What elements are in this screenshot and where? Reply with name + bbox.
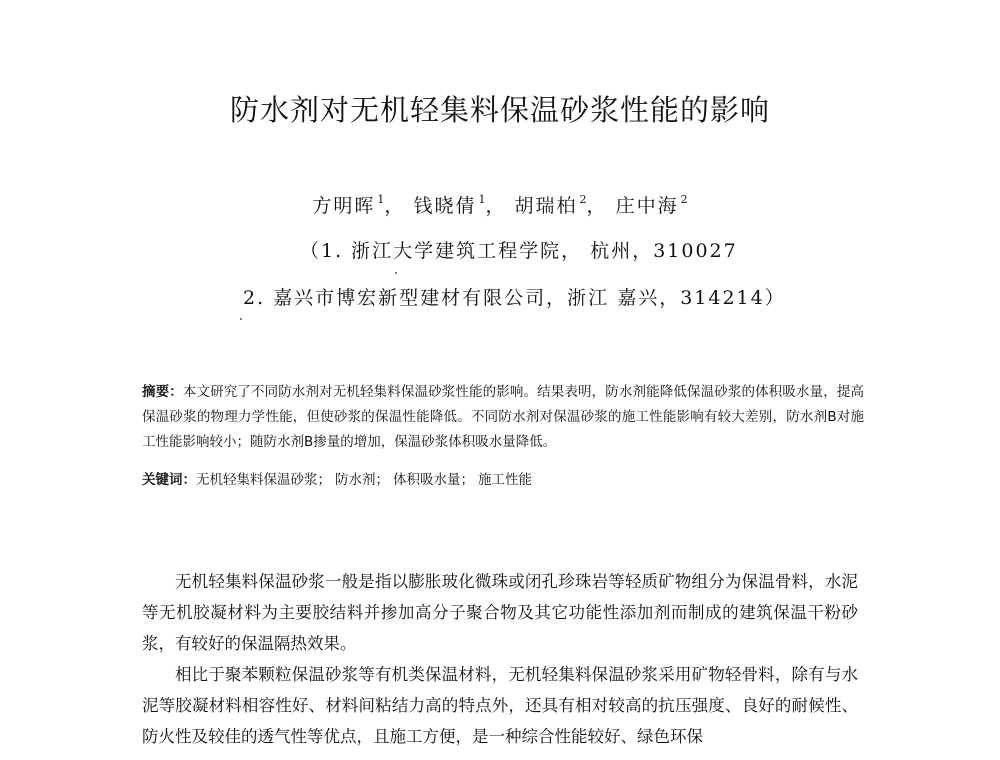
abstract-text: 本文研究了不同防水剂对无机轻集料保温砂浆性能的影响。结果表明，防水剂能降低保温砂浆的体积吸水量，提高保温砂浆的物理力学性能，但使砂浆的保温性能降低。不同防水剂对保温砂浆的施工性能影响有较大差别，防水剂B对施工性能影响较小；随防水剂B掺量的增加，保温砂浆体积吸水量降低。 (142, 384, 864, 450)
author-list (0, 191, 1000, 218)
author-separator: ， (485, 195, 507, 217)
body-paragraph: 相比于聚苯颗粒保温砂浆等有机类保温材料，无机轻集料保温砂浆采用矿物轻骨料，除有与水泥等胶凝材料相容性好、材料间粘结力高的特点外，还具有相对较高的抗压强度、良好的耐候性、防火性及较佳的透气性等优点，且施工方便，是一种综合性能较好、绿色环保 (142, 665, 858, 746)
keyword: 无机轻集料保温砂浆； (196, 472, 331, 488)
keyword: 防水剂； (335, 472, 389, 488)
author-affiliation-marker: 1 (377, 193, 385, 206)
author-name: 钱晓倩 (413, 195, 477, 217)
abstract (142, 380, 864, 455)
scan-speck (240, 318, 242, 320)
author-affiliation-marker: 1 (478, 193, 486, 206)
keyword: 施工性能 (478, 472, 532, 488)
author-name: 方明晖 (312, 195, 376, 217)
body-paragraph: 无机轻集料保温砂浆一般是指以膨胀玻化微珠或闭孔珍珠岩等轻质矿物组分为保温骨料，水泥等无机胶凝材料为主要胶结料并掺加高分子聚合物及其它功能性添加剂而制成的建筑保温干粉砂浆，有较好的保温隔热效果。 (142, 572, 858, 653)
keyword: 体积吸水量； (393, 472, 474, 488)
author-name: 庄中海 (615, 195, 679, 217)
author-affiliation-marker: 2 (680, 193, 688, 206)
author-affiliation-marker: 2 (579, 193, 587, 206)
affiliation-2: 2. 嘉兴市博宏新型建材有限公司，浙江 嘉兴，314214） (243, 287, 786, 309)
keywords (142, 468, 864, 493)
scan-speck (395, 272, 397, 274)
author-separator: ， (384, 195, 406, 217)
abstract-label: 摘要： (142, 384, 183, 400)
body-text (142, 566, 858, 752)
author-separator: ， (586, 195, 608, 217)
paper-title: 防水剂对无机轻集料保温砂浆性能的影响 (229, 93, 770, 127)
keywords-label: 关键词： (142, 472, 196, 488)
author-name: 胡瑞柏 (514, 195, 578, 217)
affiliation-1: （1. 浙江大学建筑工程学院， 杭州，310027 (300, 240, 738, 262)
